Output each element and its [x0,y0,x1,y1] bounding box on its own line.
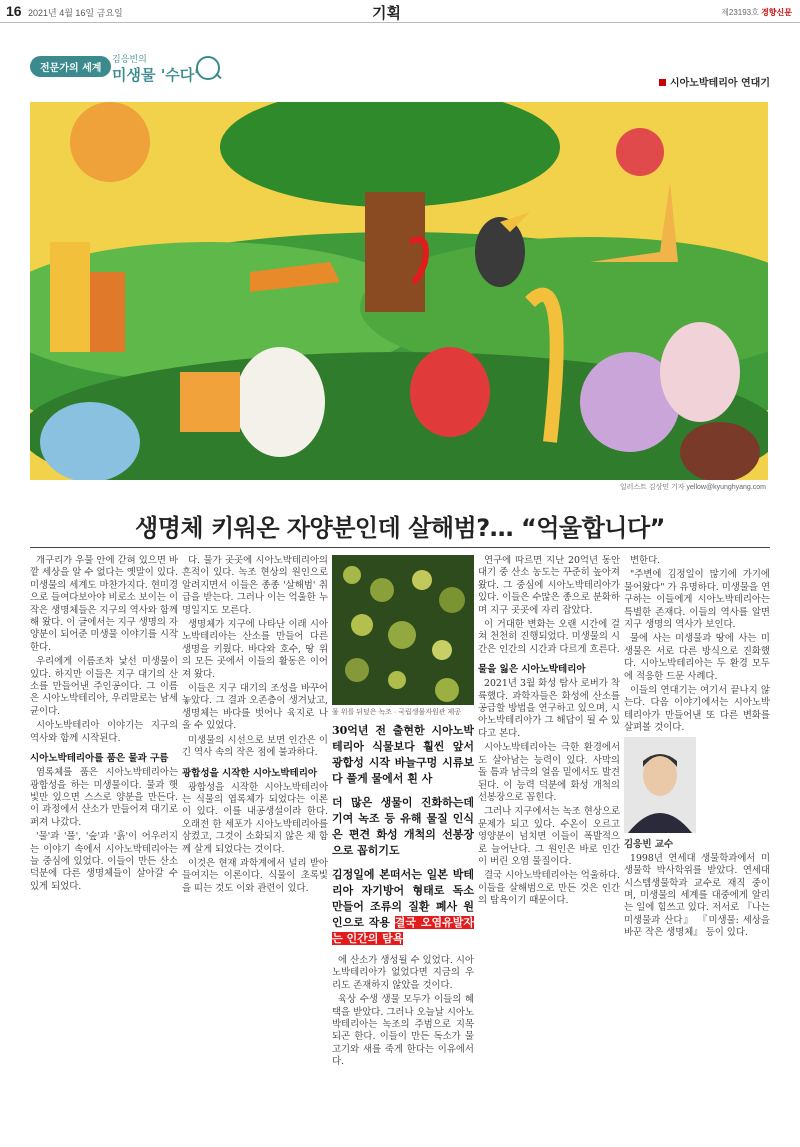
paragraph: 이것은 현재 과학계에서 널리 받아들여지는 이론이다. 식물이 초록빛을 띠는 것도 이와 관련이 있다. [182,857,328,894]
paragraph: '물'과 '풀', '숲'과 '흙'이 어우러지는 이야기 속에서 시아노박테리아는 늘 중심에 있었다. 이들이 만든 산소 덕분에 다른 생명체들이 살아갈 수 있게 되었다. [30,831,178,892]
author-bio: 1998년 연세대 생물학과에서 미생물학 박사학위를 받았다. 연세대 시스템생물학과 교수로 재직 중이며, 미생물의 세계를 대중에게 알리는 일에 힘쓰고 있다. 저서로 『나는 미생물과 산다』 『미생물: 세상을 바꾼 작은 생명체』 등이 있다. [624,852,770,939]
pull-quote [332,867,474,947]
paragraph: "주변에 김정일이 많기에 가기에 물어왔다" 가 유명하다. 미생물을 연구하는 이들에게 시아노박테리아는 특별한 존재다. 이들의 역사를 알면 지구 생명의 역사가 보인다. [624,569,770,631]
masthead-bar [0,0,800,23]
column-5 [624,555,770,1140]
subheading: 시아노박테리아를 품은 물과 구름 [30,753,169,765]
pull-quote: 30억년 전 출현한 시아노박테리아 식물보다 훨씬 앞서 광합성 시작 바늘구멍 시류보다 풀게 물에서 흰 사 [332,724,474,785]
paragraph: 미생물의 시선으로 보면 인간은 이 긴 역사 속의 작은 점에 불과하다. [182,734,328,759]
paragraph: 광합성을 시작한 시아노박테리아는 식물의 엽록체가 되었다는 이론이 있다. 이를 내공생설이라 한다. 오래전 한 세포가 시아노박테리아를 삼켰고, 그것이 소화되지 않은 채 함께 살게 되었다는 것이다. [182,781,328,855]
paragraph: 시아노박테리아 이야기는 지구의 역사와 함께 시작된다. [30,720,178,744]
pull-quote-text: 김정일에 본떠서는 일본 박테리아 자기방어 형태로 독소 만들어 조류의 질환 폐사 원인으로 작용 [332,868,474,929]
paragraph: 에 산소가 생성될 수 있었다. 시아노박테리아가 없었다면 지금의 우리도 존재하지 않았을 것이다. [332,955,474,991]
paragraph: 이 거대한 변화는 오랜 시간에 걸쳐 천천히 진행되었다. 미생물의 시간은 인간의 시간과 다르게 흐른다. [478,619,620,655]
photo-caption: 물 위를 뒤덮은 녹조 · 국립생물자원관 제공 [332,709,461,716]
paragraph: 2021년 3월 화성 탐사 로버가 착륙했다. 과학자들은 화성에 산소를 공급할 방법을 연구하고 있으며, 시아노박테리아가 그 해답이 될 수 있다고 본다. [478,678,620,739]
section-title: 기획 [372,4,401,22]
illustration [30,102,768,480]
subheading: 광합성을 시작한 시아노박테리아 [182,767,318,779]
paragraph: 우리에게 이름조차 낯선 미생물이 있다. 하지만 이들은 지구 대기의 산소를 만들어낸 주인공이다. 그 이름은 시아노박테리아, 우리말로는 남세균이다. [30,656,178,717]
column-title: 미생물 '수다' [112,66,199,84]
magnifier-icon [196,56,220,80]
author-portrait-art [624,737,696,833]
algae-photo [332,555,474,705]
paragraph: 이들의 연대기는 여기서 끝나지 않는다. 다음 이야기에서는 시아노박테리아가 만들어낸 또 다른 변화를 살펴볼 것이다. [624,685,770,734]
page-number: 16 [6,3,22,19]
paragraph: 육상 수생 생물 모두가 이들의 혜택을 받았다. 그러나 오늘날 시아노박테리아는 녹조의 주범으로 지목되곤 한다. 이들이 만든 독소가 물고기와 새를 죽게 한다는 이유에서다. [332,994,474,1068]
photo-credit: 국립생물자원관 제공 [398,709,461,716]
paragraph: 염록체를 품은 시아노박테리아는 광합성을 하는 미생물이다. 물과 햇빛만 있으면 스스로 양분을 만든다. 이 과정에서 산소가 만들어져 대기로 퍼져 나갔다. [30,767,178,828]
headline: 생명체 키워온 자양분인데 살해범?… “억울합니다” [135,514,665,542]
series-badge: 전문가의 세계 [30,56,111,77]
pull-quote-highlight: 결국 오염유발자는 인간의 탐욕 [332,916,474,945]
author-portrait [624,737,696,833]
paragraph: 다. 물가 곳곳에 시아노박테리아의 흔적이 있다. 녹조 현상의 원인으로 알려지면서 이들은 종종 '살해범' 취급을 받는다. 그러나 이는 억울한 누명일지도 모른다. [182,555,328,616]
column-author: 김응빈의 [112,55,147,65]
headline-rule [30,547,770,548]
article-body [30,555,770,1140]
paragraph: 변한다. [630,555,661,566]
column-4 [478,555,620,1140]
algae-photo-art [332,555,474,705]
column-2 [182,555,328,1140]
author-name: 김응빈 교수 [624,838,674,850]
paragraph: 그러나 지구에서는 녹조 현상으로 문제가 되고 있다. 수온이 오르고 영양분이 넘치면 이들이 폭발적으로 늘어난다. 그 원인은 바로 인간이 버린 오염 물질이다. [478,806,620,867]
paragraph: 개구리가 우물 안에 갇혀 있으면 바깥 세상을 알 수 없다는 옛말이 있다. 미생물의 세계도 마찬가지다. 현미경으로 들여다보아야 비로소 보이는 이 작은 생명체들은 지구의 역사와 함께해 왔다. 이 글에서는 지구 생명의 자양분이 되어준 미생물 이야기를 시작한다. [30,555,178,653]
illustration-credit: 일러스트 김상민 기자 yellow@kyunghyang.com [619,484,766,491]
issue-number: 제23193호 [721,8,759,17]
photo-caption-text: 물 위를 뒤덮은 녹조 [332,709,392,716]
subheading: 물을 잃은 시아노박테리아 [478,664,586,676]
paragraph: 시아노박테리아는 극한 환경에서도 살아남는 능력이 있다. 사막의 돌 틈과 남극의 얼음 밑에서도 발견된다. 이 능력 덕분에 화성 개척의 선봉장으로 꼽힌다. [478,742,620,803]
illustration-art [30,102,768,480]
column-3 [332,555,474,1140]
paragraph: 물에 사는 미생물과 땅에 사는 미생물은 서로 다른 방식으로 진화했다. 시아노박테리아는 두 환경 모두에 적응한 드문 사례다. [624,633,770,682]
masthead-right [721,7,792,18]
column-1 [30,555,178,1140]
paragraph: 이들은 지구 대기의 조성을 바꾸어 놓았다. 그 결과 오존층이 생겨났고, 생명체는 바다를 벗어나 육지로 나올 수 있었다. [182,683,328,732]
paragraph: 생명체가 지구에 나타난 이래 시아노박테리아는 산소를 만들어 다른 생명을 키웠다. 바다와 호수, 땅 위의 모든 곳에서 이들의 활동은 이어져 왔다. [182,619,328,680]
paragraph: 결국 시아노박테리아는 억울하다. 이들을 살해범으로 만든 것은 인간의 탐욕이기 때문이다. [478,870,620,907]
issue-date: 2021년 4월 16일 금요일 [28,8,123,18]
series-tag: 시아노박테리아 연대기 [659,74,770,89]
pull-quote: 더 많은 생물이 진화하는데 기여 녹조 등 유해 물질 인식은 편견 화성 개척의 선봉장으로 꼽히기도 [332,796,474,857]
newspaper-name: 경향신문 [761,8,792,17]
paragraph: 연구에 따르면 지난 20억년 동안 대기 중 산소 농도는 꾸준히 높아져 왔다. 그 중심에 시아노박테리아가 있다. 이들은 수많은 종으로 분화하며 지구 곳곳에 자리 잡았다. [478,555,620,616]
